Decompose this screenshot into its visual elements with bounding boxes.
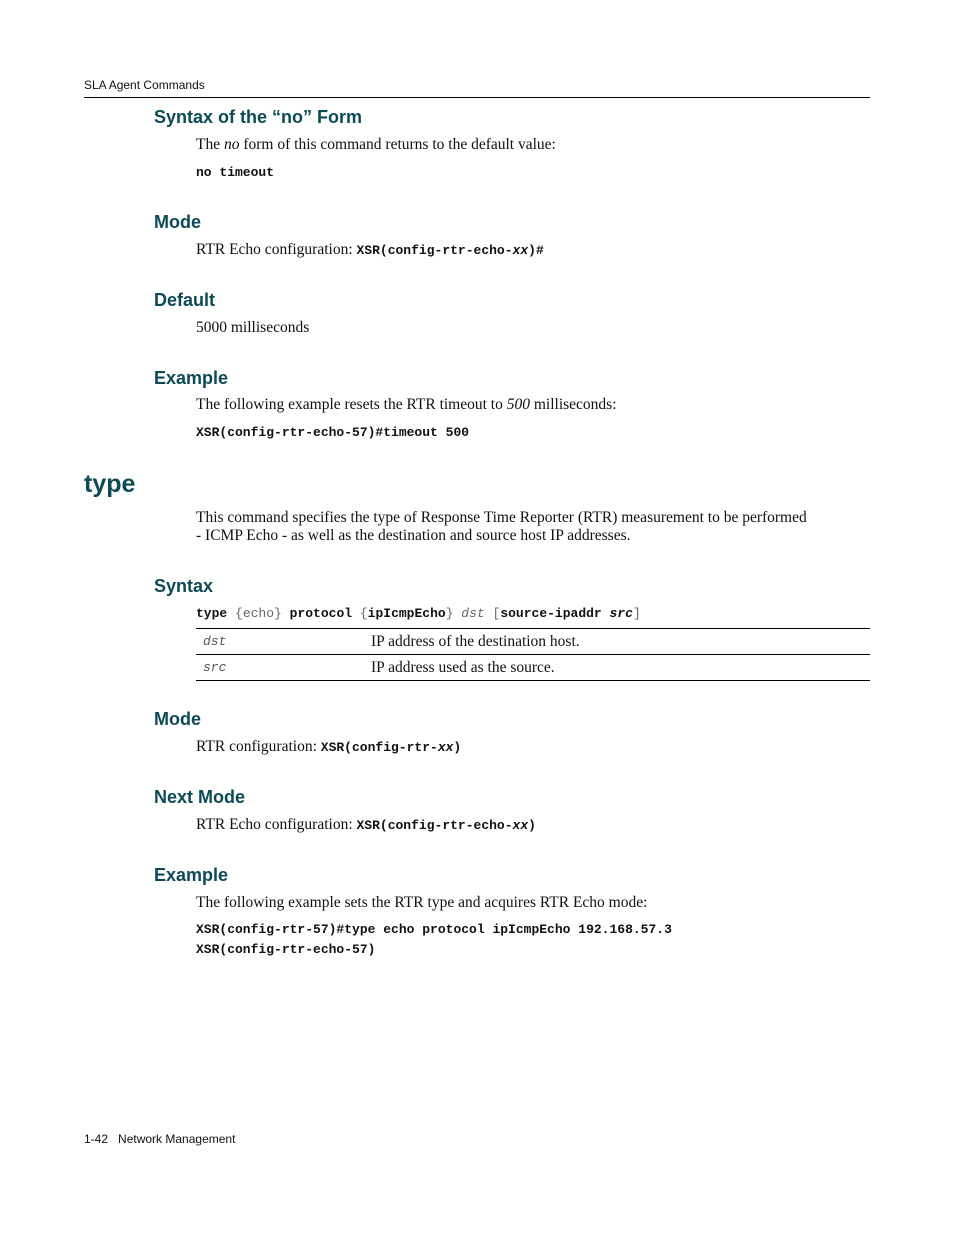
command-description-line-2: - ICMP Echo - as well as the destination and source host IP addresses. (196, 527, 631, 544)
heading-syntax: Syntax (154, 576, 214, 596)
no-form-text-pre: The (196, 136, 224, 153)
mode-1-prompt-pre: XSR(config-rtr-echo- (356, 243, 513, 258)
no-form-text-post: form of this command returns to the default value: (239, 136, 556, 153)
page-footer (84, 1132, 235, 1146)
syntax-kw-source: source-ipaddr (500, 606, 610, 621)
syntax-bracket-close: ] (632, 606, 641, 621)
syntax-kw-type: type (196, 606, 228, 621)
example-1-text-post: milliseconds: (529, 396, 617, 413)
table-row (196, 655, 870, 681)
example-1-code: XSR(config-rtr-echo-57)#timeout 500 (196, 425, 470, 440)
mode-2-label: RTR configuration: (196, 738, 321, 755)
footer-title: Network Management (118, 1132, 236, 1146)
syntax-arg-dst: dst (461, 606, 485, 621)
mode-2-prompt-post: ) (453, 740, 462, 755)
syntax-brace-open: { (352, 606, 368, 621)
mode-1-prompt-em: xx (512, 243, 529, 258)
mode-2-text (196, 738, 461, 756)
command-description-line-1: This command specifies the type of Response Time Reporter (RTR) measurement to be performed (196, 509, 807, 526)
no-form-code: no timeout (196, 165, 275, 180)
param-description: IP address of the destination host. (371, 629, 870, 655)
syntax-arg-src: src (609, 606, 633, 621)
table-row (196, 629, 870, 655)
mode-2-prompt-em: xx (437, 740, 454, 755)
syntax-bracket-open: [ (484, 606, 501, 621)
param-name: dst (196, 629, 371, 655)
mode-1-prompt (357, 243, 544, 258)
heading-next-mode: Next Mode (154, 787, 246, 807)
next-mode-prompt-pre: XSR(config-rtr-echo- (356, 818, 513, 833)
mode-2-prompt-pre: XSR(config-rtr- (320, 740, 438, 755)
heading-mode-1: Mode (154, 212, 201, 232)
example-1-text-pre: The following example resets the RTR timeout to (196, 396, 507, 413)
next-mode-prompt-em: xx (512, 818, 529, 833)
example-1-text (196, 396, 617, 414)
parameter-table (196, 628, 870, 681)
next-mode-prompt-post: ) (528, 818, 536, 833)
no-form-text-em: no (223, 136, 240, 153)
syntax-kw-ipicmpecho: ipIcmpEcho (367, 606, 446, 621)
heading-default: Default (154, 290, 216, 310)
mode-1-text (196, 241, 544, 259)
page-number: 1-42 (84, 1132, 109, 1146)
heading-example-1: Example (154, 368, 229, 388)
param-description: IP address used as the source. (371, 655, 870, 681)
next-mode-text (196, 816, 536, 834)
syntax-opt-echo: {echo} (227, 606, 290, 621)
example-2-code-line-2: XSR(config-rtr-echo-57) (196, 942, 376, 957)
example-1-text-em: 500 (506, 396, 530, 413)
param-name: src (196, 655, 371, 681)
syntax-kw-protocol: protocol (289, 606, 353, 621)
mode-2-prompt (321, 740, 461, 755)
next-mode-label: RTR Echo configuration: (196, 816, 357, 833)
syntax-brace-close: } (445, 606, 462, 621)
heading-no-form: Syntax of the “no” Form (154, 107, 363, 127)
heading-example-2: Example (154, 865, 229, 885)
running-header: SLA Agent Commands (84, 78, 205, 92)
syntax-line (196, 606, 641, 621)
no-form-text (196, 136, 556, 154)
example-2-text: The following example sets the RTR type and acquires RTR Echo mode: (196, 894, 648, 911)
mode-1-prompt-post: )# (528, 243, 544, 258)
default-text: 5000 milliseconds (196, 319, 310, 336)
next-mode-prompt (357, 818, 536, 833)
header-rule (84, 97, 870, 98)
command-title: type (84, 470, 136, 498)
mode-1-label: RTR Echo configuration: (196, 241, 357, 258)
example-2-code-line-1: XSR(config-rtr-57)#type echo protocol ipIcmpEcho 192.168.57.3 (196, 922, 672, 937)
heading-mode-2: Mode (154, 709, 201, 729)
